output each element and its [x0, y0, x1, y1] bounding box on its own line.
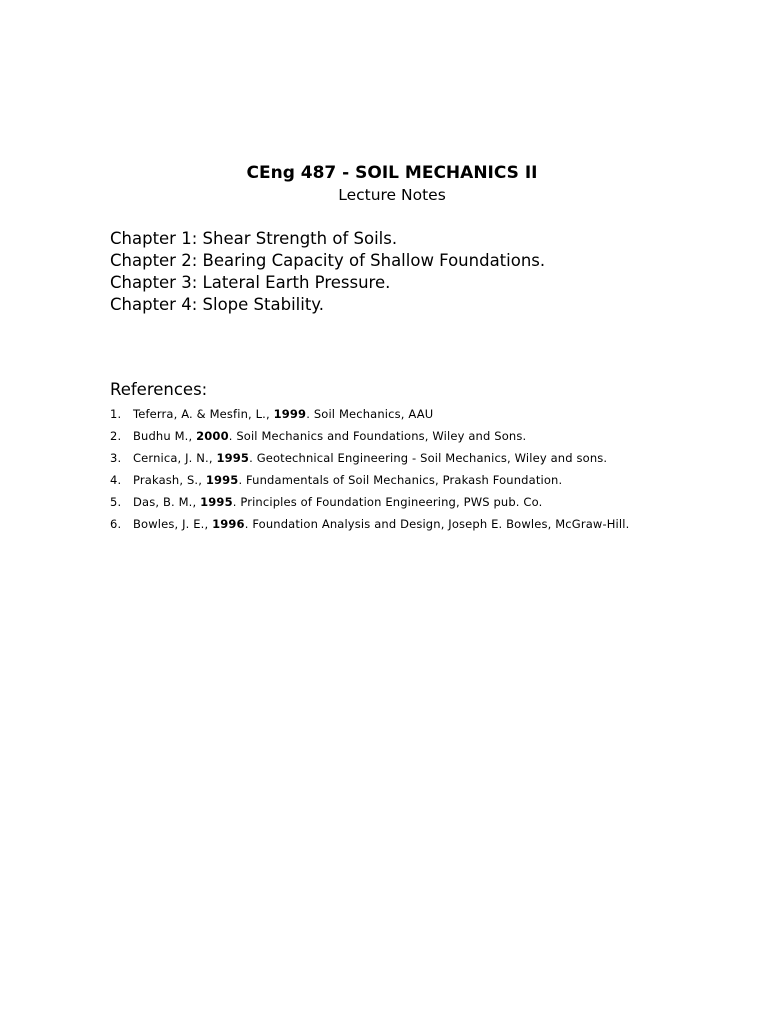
- reference-year: 1999: [273, 407, 307, 421]
- reference-details: . Soil Mechanics, AAU: [306, 407, 434, 421]
- reference-item: [110, 513, 690, 535]
- reference-authors: Teferra, A. & Mesfin, L.,: [133, 407, 274, 421]
- reference-number: 5.: [110, 495, 122, 509]
- chapter-item: Chapter 2: Bearing Capacity of Shallow Foundations.: [110, 251, 546, 270]
- reference-item: [110, 491, 690, 513]
- reference-authors: Prakash, S.,: [133, 473, 206, 487]
- reference-number: 1.: [110, 407, 122, 421]
- document-subtitle: Lecture Notes: [338, 186, 446, 204]
- reference-year: 1996: [212, 517, 245, 531]
- reference-number: 4.: [110, 473, 122, 487]
- chapter-item: Chapter 4: Slope Stability.: [110, 295, 324, 314]
- reference-number: 6.: [110, 517, 122, 531]
- reference-year: 1995: [205, 473, 239, 487]
- reference-details: . Fundamentals of Soil Mechanics, Prakash Foundation.: [238, 473, 563, 487]
- reference-item: [110, 403, 690, 425]
- reference-year: 1995: [216, 451, 250, 465]
- reference-year: 2000: [196, 429, 229, 443]
- references-heading: References:: [110, 380, 208, 399]
- reference-item: [110, 469, 690, 491]
- reference-item: [110, 447, 690, 469]
- reference-item: [110, 425, 690, 447]
- chapter-list: [110, 228, 545, 316]
- reference-details: . Principles of Foundation Engineering, PWS pub. Co.: [232, 495, 543, 509]
- reference-details: . Geotechnical Engineering - Soil Mechanics, Wiley and sons.: [249, 451, 608, 465]
- reference-year: 1995: [200, 495, 233, 509]
- reference-authors: Cernica, J. N.,: [133, 451, 217, 465]
- document-title: CEng 487 - SOIL MECHANICS II: [246, 163, 538, 183]
- chapter-item: Chapter 1: Shear Strength of Soils.: [110, 229, 398, 248]
- reference-number: 2.: [110, 429, 122, 443]
- reference-details: . Foundation Analysis and Design, Joseph E. Bowles, McGraw-Hill.: [244, 517, 630, 531]
- chapter-item: Chapter 3: Lateral Earth Pressure.: [110, 273, 391, 292]
- reference-authors: Bowles, J. E.,: [133, 517, 213, 531]
- reference-number: 3.: [110, 451, 122, 465]
- reference-list: [110, 403, 690, 535]
- reference-authors: Budhu M.,: [133, 429, 197, 443]
- reference-details: . Soil Mechanics and Foundations, Wiley and Sons.: [228, 429, 527, 443]
- reference-authors: Das, B. M.,: [133, 495, 201, 509]
